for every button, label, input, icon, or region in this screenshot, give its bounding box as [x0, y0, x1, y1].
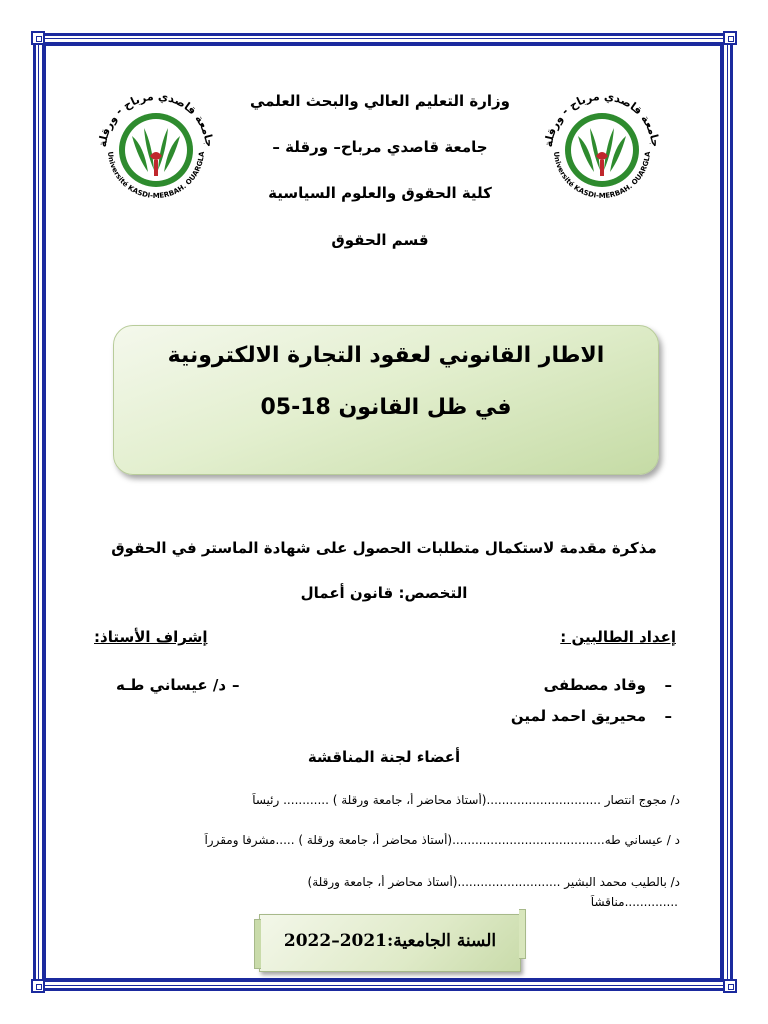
- frame-corner-ornament: [31, 31, 45, 45]
- ministry-name: وزارة التعليم العالي والبحث العلمي: [249, 92, 511, 110]
- thesis-title-box: [113, 325, 659, 475]
- supervisor-label: إشراف الأستاذ:: [94, 628, 208, 646]
- memo-description: مذكرة مقدمة لاستكمال متطلبات الحصول على شهادة الماستر في الحقوق: [111, 539, 657, 557]
- committee-member-row: د / عيساني طه........................................(أستاذ محاضر أ، جامعة ورقلة ) .....مشرفا ومقرراً: [204, 833, 680, 847]
- frame-corner-ornament: [723, 979, 737, 993]
- dash-bullet: –: [232, 676, 240, 694]
- department-name: قسم الحقوق: [331, 231, 429, 249]
- thesis-title-line-2: في ظل القانون 18-05: [260, 395, 512, 420]
- committee-member-role: ..............مناقشاً: [590, 895, 678, 909]
- academic-year: السنة الجامعية:2021–2022: [283, 931, 497, 951]
- committee-member-row: د/ مجوج انتصار ..............................(أستاذ محاضر أ، جامعة ورقلة ) ............ رئيساً: [252, 793, 680, 807]
- supervisor-name: د/ عيساني طـه: [116, 676, 227, 694]
- dash-bullet: –: [664, 676, 672, 694]
- university-logo-right: [538, 86, 666, 214]
- student-name-1: وقاد مصطفى: [543, 676, 646, 694]
- committee-title: أعضاء لجنة المناقشة: [307, 748, 461, 766]
- specialty: التخصص: قانون أعمال: [300, 584, 468, 602]
- thesis-title-line-1: الاطار القانوني لعقود التجارة الالكترونية: [167, 343, 605, 368]
- logo-french-text: Université KASDI-MERBAH. OUARGLA: [105, 151, 207, 201]
- dash-bullet: –: [664, 707, 672, 725]
- frame-corner-ornament: [31, 979, 45, 993]
- logo-french-text: Université KASDI-MERBAH. OUARGLA: [551, 151, 653, 201]
- academic-year-box: [259, 914, 521, 972]
- student-name-2: محيريق احمد لمين: [510, 707, 646, 725]
- university-name: جامعة قاصدي مرباح– ورقلة –: [272, 138, 488, 156]
- students-label: إعداد الطالبين :: [560, 628, 676, 646]
- committee-member-row: د/ بالطيب محمد البشير ...........................(أستاذ محاضر أ، جامعة ورقلة): [307, 875, 680, 889]
- faculty-name: كلية الحقوق والعلوم السياسية: [268, 184, 492, 202]
- frame-corner-ornament: [723, 31, 737, 45]
- university-logo-left: [92, 86, 220, 214]
- logo-arabic-text: جامعة قاصدي مرباح - ورقلة: [542, 89, 663, 148]
- logo-arabic-text: جامعة قاصدي مرباح - ورقلة: [96, 89, 217, 148]
